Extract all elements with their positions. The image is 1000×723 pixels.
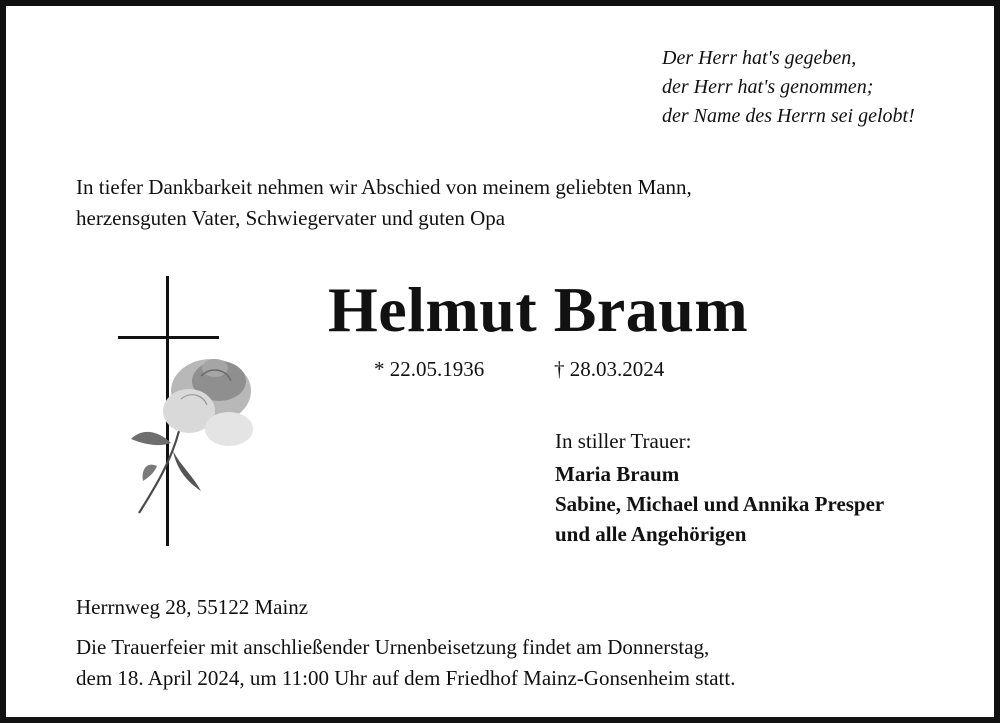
ceremony-info: [76, 632, 735, 694]
intro-text: [76, 172, 692, 234]
verse-line: der Name des Herrn sei gelobt!: [662, 105, 915, 127]
mourner-name: Maria Braum: [555, 462, 680, 486]
mourners-block: [555, 426, 884, 549]
intro-line: herzensguten Vater, Schwiegervater und guten Opa: [76, 206, 506, 230]
mourner-name: und alle Angehörigen: [555, 522, 747, 546]
rose-icon: [131, 359, 253, 513]
cross-and-rose-ornament: [111, 271, 271, 556]
ceremony-line: Die Trauerfeier mit anschließender Urnenbeisetzung findet am Donnerstag,: [76, 635, 710, 659]
mourners-list: [555, 459, 884, 549]
address: Herrnweg 28, 55122 Mainz: [76, 595, 309, 619]
verse-line: Der Herr hat's gegeben,: [662, 47, 857, 69]
deceased-name: Helmut Braum: [328, 274, 749, 345]
bible-verse: [662, 44, 915, 131]
mourners-title: In stiller Trauer:: [555, 429, 692, 453]
mourner-name: Sabine, Michael und Annika Presper: [555, 492, 885, 516]
ceremony-line: dem 18. April 2024, um 11:00 Uhr auf dem Friedhof Mainz-Gonsenheim statt.: [76, 666, 736, 690]
death-date: † 28.03.2024: [554, 357, 665, 381]
verse-line: der Herr hat's genommen;: [662, 76, 874, 98]
intro-line: In tiefer Dankbarkeit nehmen wir Abschied von meinem geliebten Mann,: [76, 175, 692, 199]
birth-date: * 22.05.1936: [374, 357, 485, 381]
